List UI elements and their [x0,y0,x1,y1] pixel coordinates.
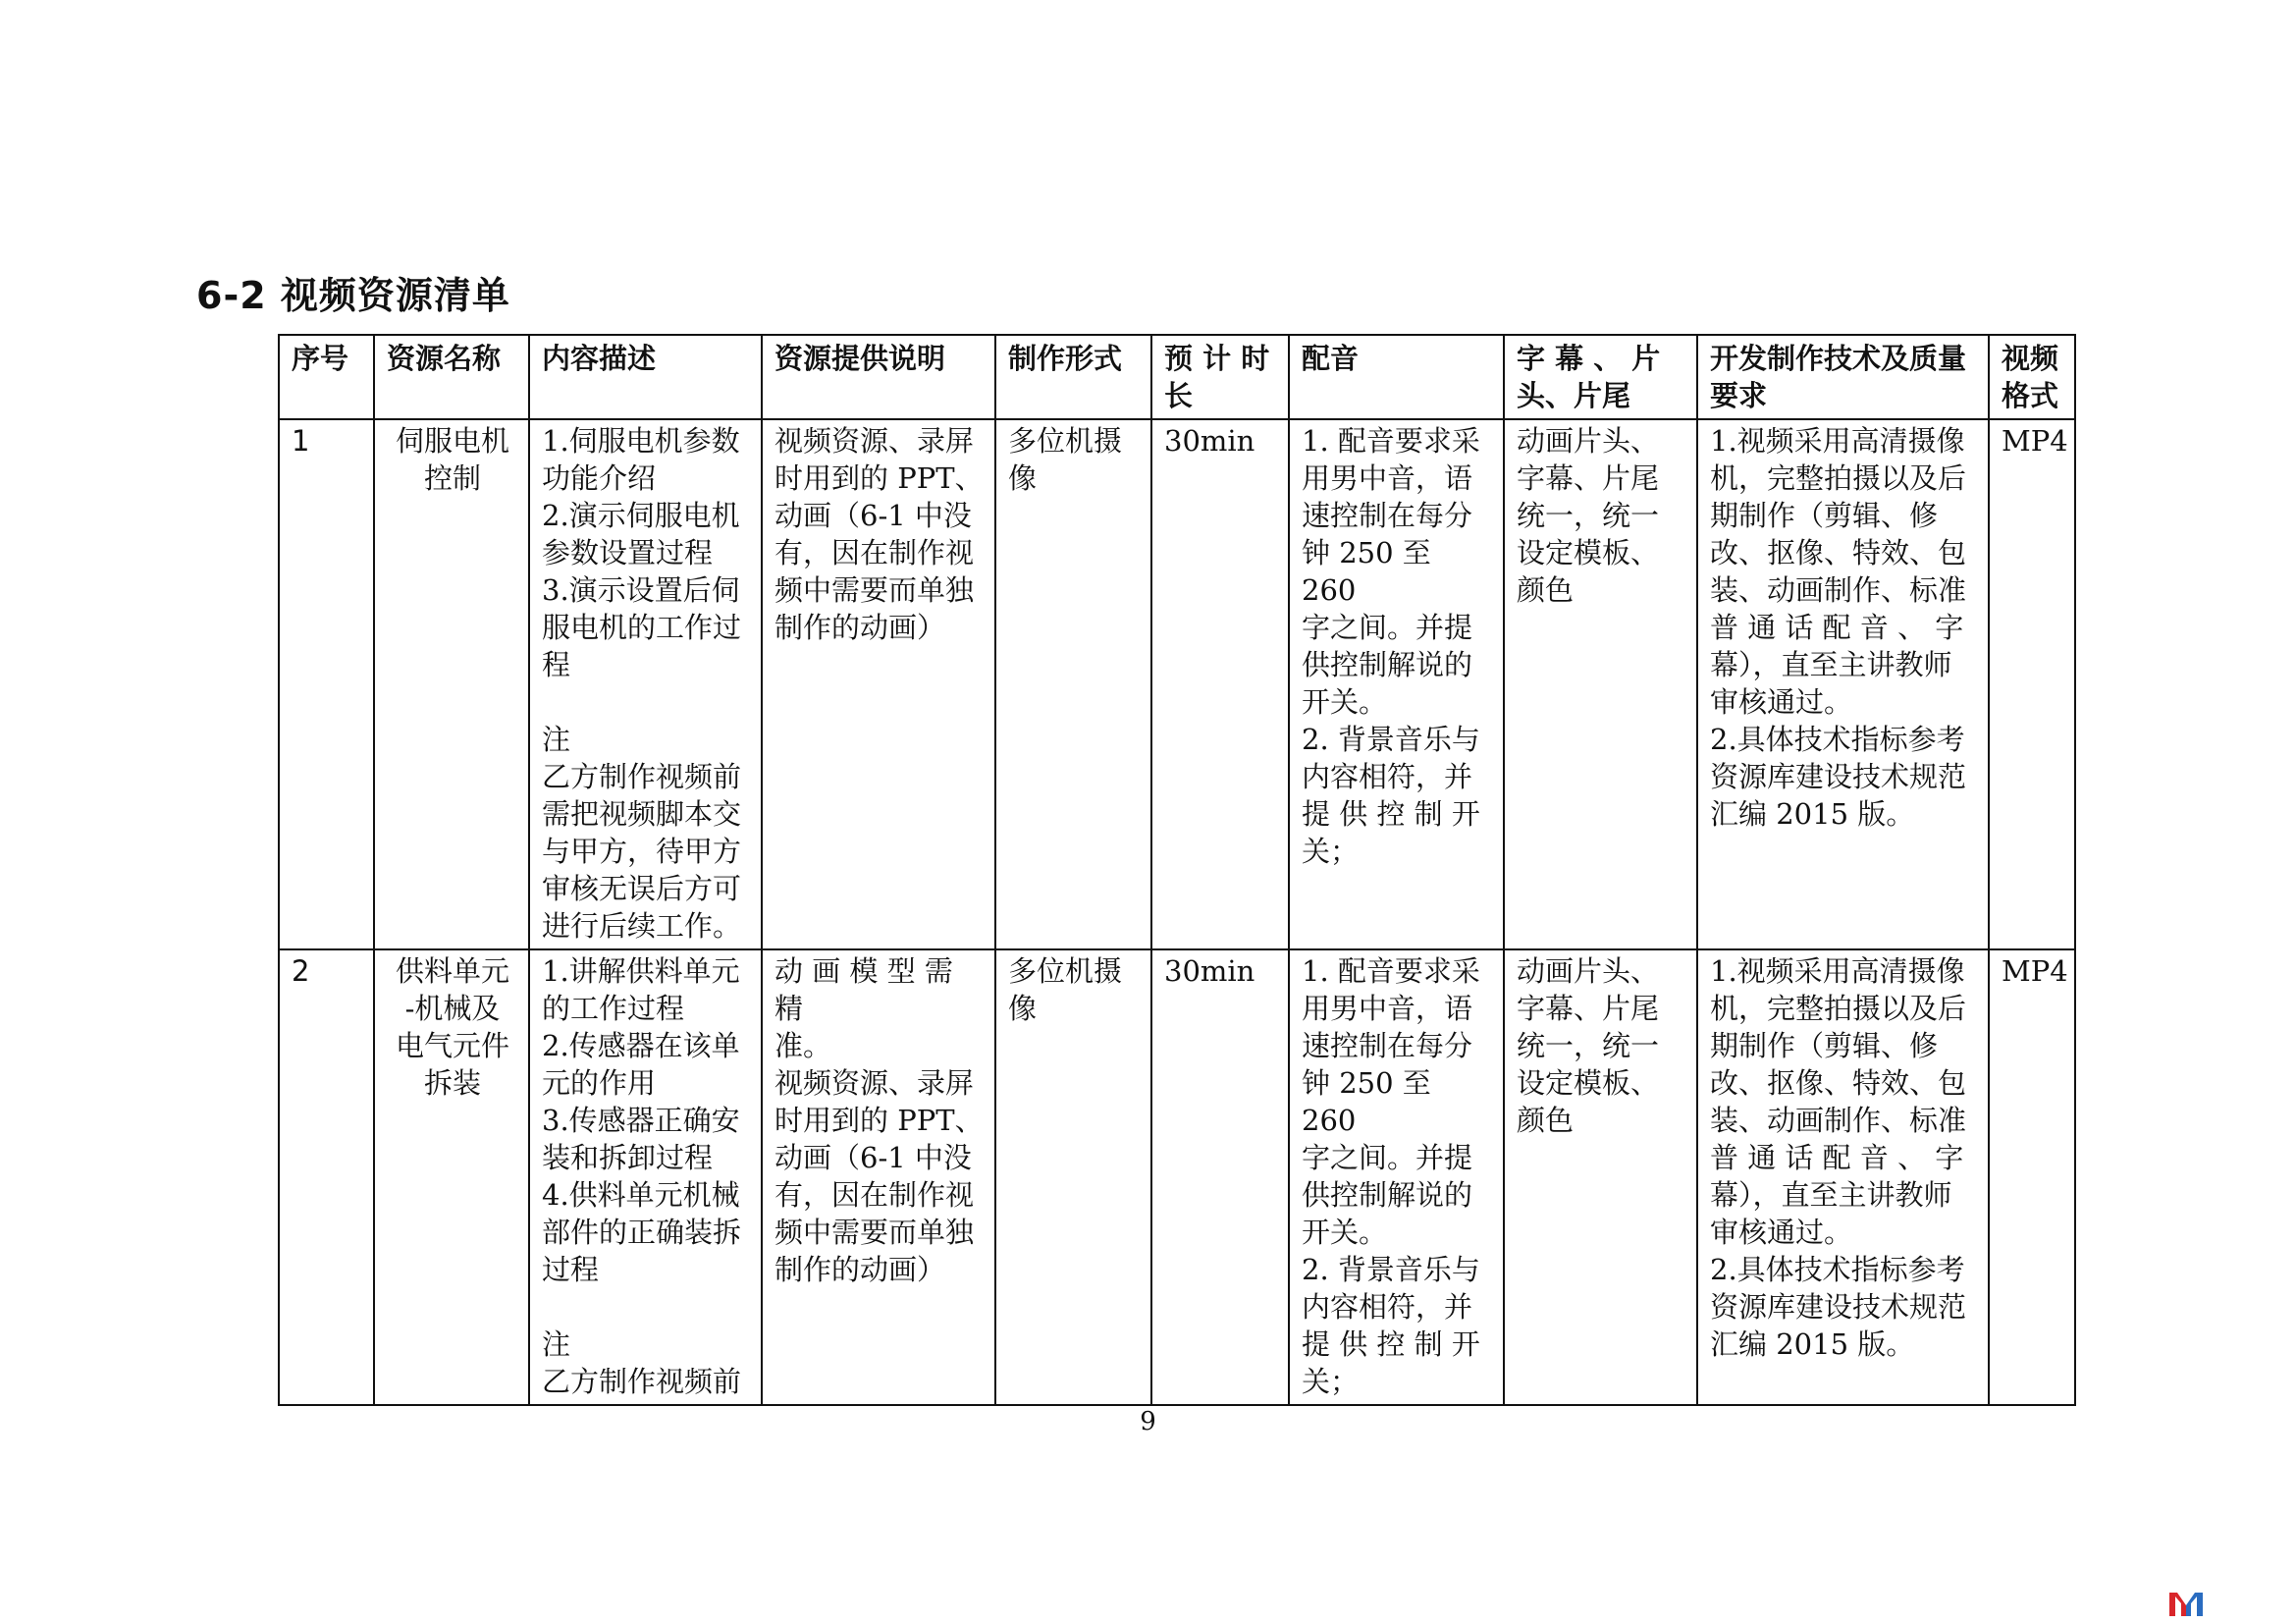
table-header-row [279,335,2075,419]
header-name: 资源名称 [374,335,529,419]
cell-quality: 1.视频采用高清摄像 机，完整拍摄以及后 期制作（剪辑、修 改、抠像、特效、包 装、动画制作、标准 普 通 话 配 音 、 字 幕），直至主讲教师 审核通过。 2.具体技术指标参考 资源库建设技术规范 汇编 2015 版。 [1697,419,1989,949]
header-voice: 配音 [1289,335,1504,419]
header-description: 内容描述 [529,335,762,419]
cell-voice: 1. 配音要求采 用男中音，语 速控制在每分 钟 250 至 260 字之间。并提 供控制解说的 开关。 2. 背景音乐与 内容相符，并 提 供 控 制 开 关； [1289,949,1504,1405]
cell-name: 供料单元 -机械及 电气元件 拆装 [374,949,529,1405]
header-duration: 预 计 时 长 [1151,335,1289,419]
page-number: 9 [1140,1407,1156,1436]
cell-form: 多位机摄 像 [995,949,1151,1405]
cell-name: 伺服电机 控制 [374,419,529,949]
cell-form: 多位机摄 像 [995,419,1151,949]
header-form: 制作形式 [995,335,1151,419]
header-quality: 开发制作技术及质量 要求 [1697,335,1989,419]
cell-duration: 30min [1151,949,1289,1405]
cell-description: 1.讲解供料单元 的工作过程 2.传感器在该单 元的作用 3.传感器正确安 装和拆卸过程 4.供料单元机械 部件的正确装拆 过程 注 乙方制作视频前 [529,949,762,1405]
header-supply: 资源提供说明 [762,335,995,419]
m-logo-icon [2167,1589,2205,1618]
header-format: 视频 格式 [1989,335,2075,419]
cell-description: 1.伺服电机参数 功能介绍 2.演示伺服电机 参数设置过程 3.演示设置后伺 服电机的工作过 程 注 乙方制作视频前 需把视频脚本交 与甲方，待甲方 审核无误后方可 进行后续工作。 [529,419,762,949]
cell-format: MP4 [1989,949,2075,1405]
cell-subtitle: 动画片头、 字幕、片尾 统一，统一 设定模板、 颜色 [1504,949,1697,1405]
video-resource-table [278,334,2076,1406]
cell-index: 2 [279,949,374,1405]
section-title: 6-2 视频资源清单 [196,274,510,317]
cell-index: 1 [279,419,374,949]
cell-quality: 1.视频采用高清摄像 机，完整拍摄以及后 期制作（剪辑、修 改、抠像、特效、包 装、动画制作、标准 普 通 话 配 音 、 字 幕），直至主讲教师 审核通过。 2.具体技术指标参考 资源库建设技术规范 汇编 2015 版。 [1697,949,1989,1405]
cell-supply: 视频资源、录屏 时用到的 PPT、 动画（6-1 中没 有，因在制作视 频中需要而单独 制作的动画） [762,419,995,949]
cell-supply: 动 画 模 型 需 精 准。 视频资源、录屏 时用到的 PPT、 动画（6-1 中没 有，因在制作视 频中需要而单独 制作的动画） [762,949,995,1405]
table-row [279,949,2075,1405]
cell-voice: 1. 配音要求采 用男中音，语 速控制在每分 钟 250 至 260 字之间。并提 供控制解说的 开关。 2. 背景音乐与 内容相符，并 提 供 控 制 开 关； [1289,419,1504,949]
cell-subtitle: 动画片头、 字幕、片尾 统一，统一 设定模板、 颜色 [1504,419,1697,949]
table-row [279,419,2075,949]
cell-format: MP4 [1989,419,2075,949]
header-subtitle: 字 幕 、 片 头、片尾 [1504,335,1697,419]
cell-duration: 30min [1151,419,1289,949]
header-index: 序号 [279,335,374,419]
